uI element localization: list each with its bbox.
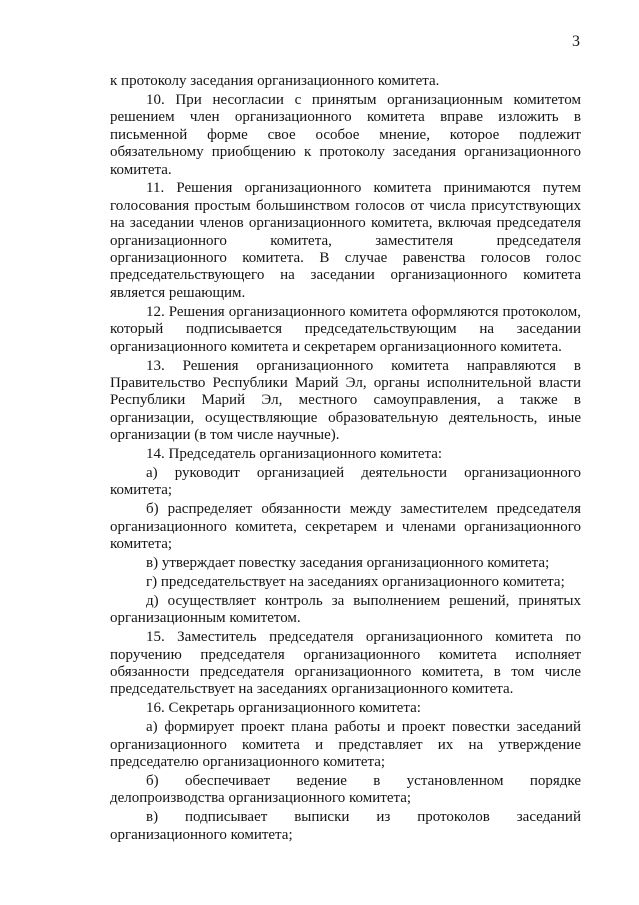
- page-number: 3: [572, 33, 580, 50]
- paragraph-item-15: 15. Заместитель председателя организационного комитета по поручению председателя организационного комитета исполняет обязанности председателя организационного комитета, в том числе председательствует на заседаниях организационного комитета.: [110, 629, 581, 698]
- paragraph-item-13: 13. Решения организационного комитета направляются в Правительство Республики Марий Эл, органы исполнительной власти Республики Марий Эл, местного самоуправления, а также в организации, осуществляющие образовательную деятельность, иные организации (в том числе научные).: [110, 357, 581, 444]
- paragraph-item-10: 10. При несогласии с принятым организационным комитетом решением член организационного комитета вправе изложить в письменной форме свое особое мнение, которое подлежит обязательному приобщению к протоколу заседания организационного комитета.: [110, 91, 581, 178]
- paragraph-item-14a: а) руководит организацией деятельности организационного комитета;: [110, 464, 581, 499]
- paragraph-item-14v: в) утверждает повестку заседания организационного комитета;: [146, 554, 550, 571]
- paragraph-item-14d: д) осуществляет контроль за выполнением решений, принятых организационным комитетом.: [110, 592, 581, 627]
- paragraph-item-14b: б) распределяет обязанности между заместителем председателя организационного комитета, секретарем и членами организационного комитета;: [110, 501, 581, 553]
- paragraph-item-12: 12. Решения организационного комитета оформляются протоколом, который подписывается председательствующим на заседании организационного комитета и секретарем организационного комитета.: [110, 303, 581, 355]
- paragraph-item-16: 16. Секретарь организационного комитета:: [146, 700, 421, 717]
- paragraph-item-16v: в) подписывает выписки из протоколов заседаний организационного комитета;: [110, 809, 581, 843]
- paragraph-item-16b: б) обеспечивает ведение в установленном порядке делопроизводства организационного комитета;: [110, 772, 581, 807]
- paragraph-item-14: 14. Председатель организационного комитета:: [146, 446, 443, 463]
- paragraph-continuation: к протоколу заседания организационного комитета.: [110, 73, 440, 89]
- paragraph-item-11: 11. Решения организационного комитета принимаются путем голосования простым большинством голосов от числа присутствующих на заседании членов организационного комитета, включая председателя организационного комитета, заместителя председателя организационного комитета. В случае равенства голосов голос председательствующего на заседании организационного комитета является решающим.: [110, 180, 581, 301]
- paragraph-item-14g: г) председательствует на заседаниях организационного комитета;: [146, 573, 565, 590]
- paragraph-item-16a: а) формирует проект плана работы и проект повестки заседаний организационного комитета и представляет их на утверждение председателю организационного комитета;: [110, 719, 581, 770]
- document-body: [110, 73, 581, 845]
